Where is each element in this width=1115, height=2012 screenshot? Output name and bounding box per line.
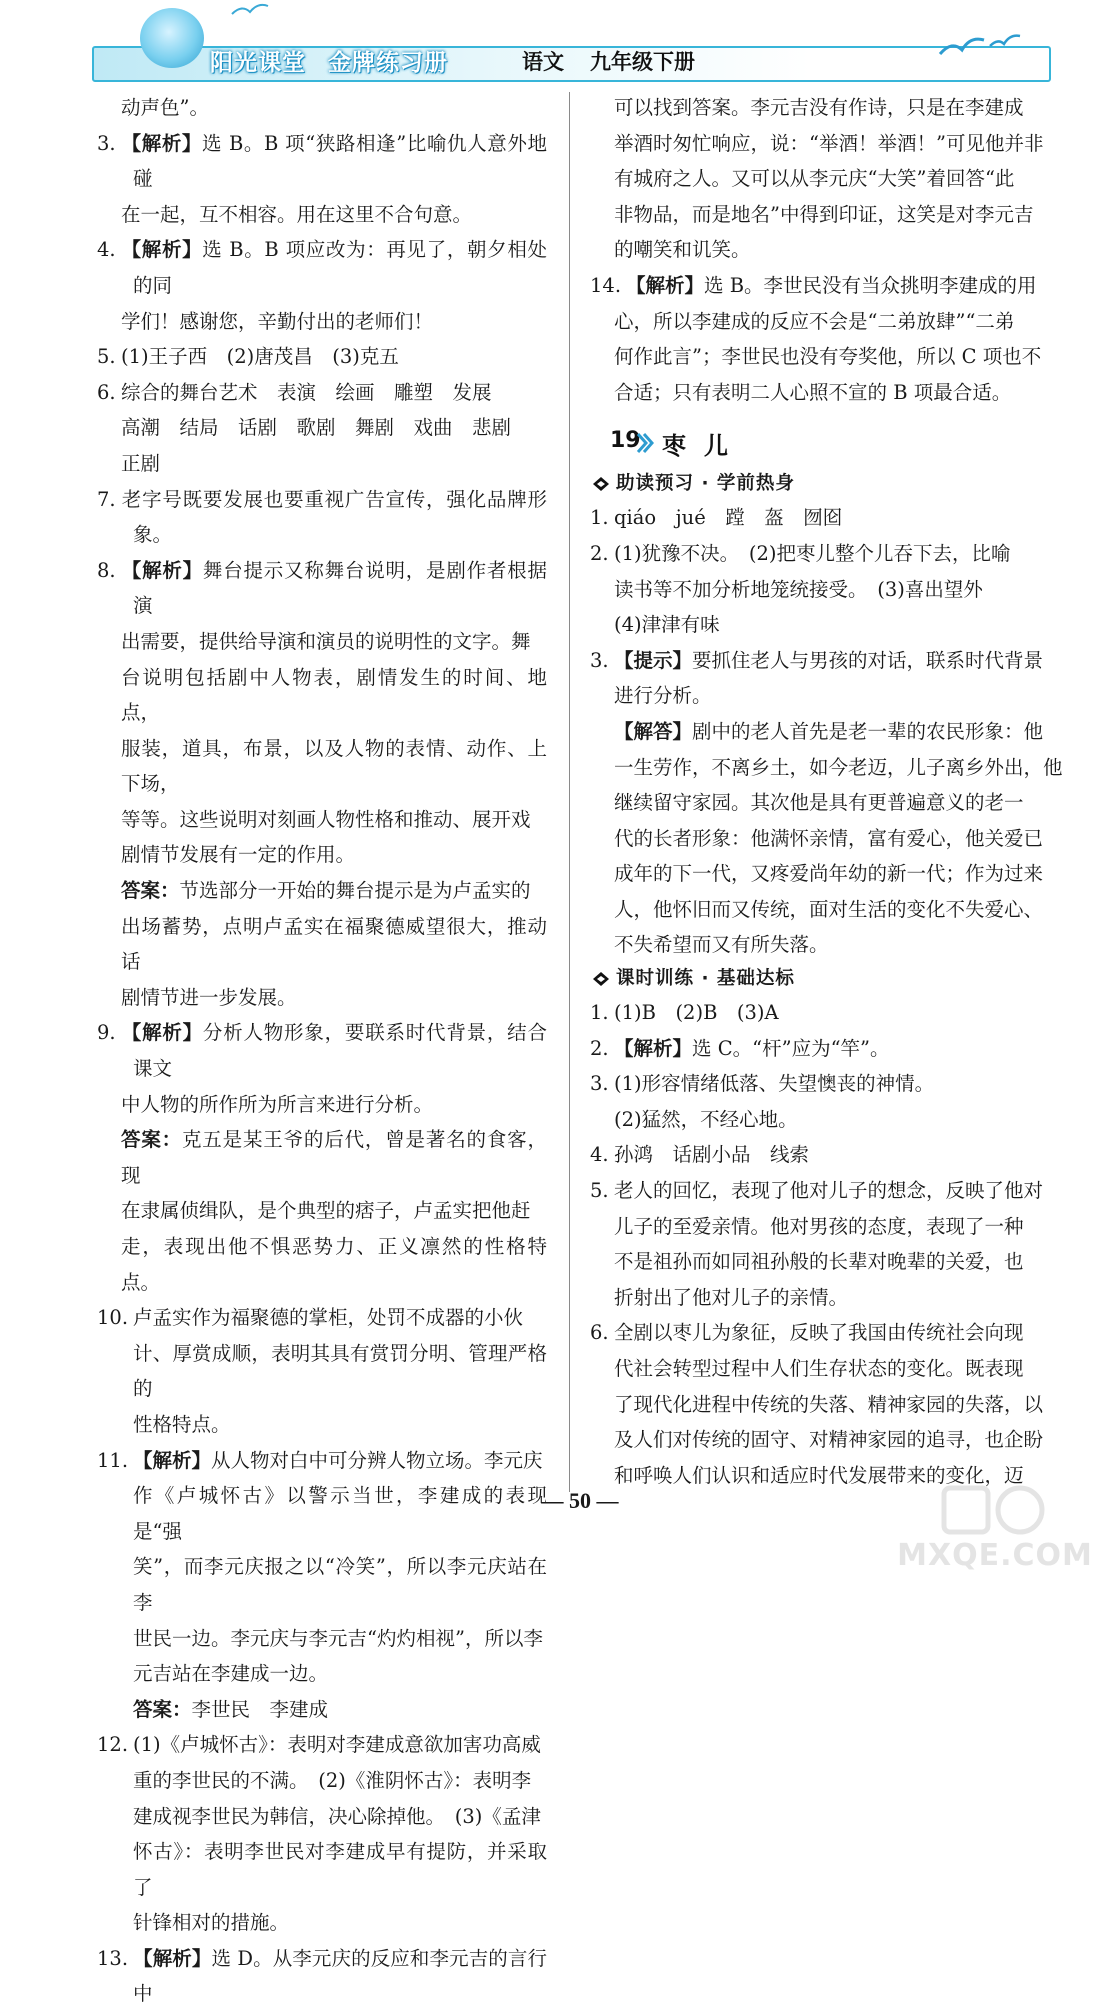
text-line: 有城府之人。又可以从李元庆“大笑”着回答“此 (614, 167, 1015, 191)
answer-item-9 (97, 1015, 547, 1086)
text-line: 了现代化进程中传统的失落、精神家园的失落，以 (614, 1392, 1044, 1416)
item-number: 1. (590, 506, 609, 530)
text-line: 人，他怀旧而又传统，面对生活的变化不失爱心、 (614, 897, 1044, 921)
lesson-title: 枣儿 (662, 432, 746, 461)
text-line: 全剧以枣儿为象征，反映了我国由传统社会向现 (614, 1321, 1024, 1345)
item-number: 7. (97, 487, 116, 511)
column-divider (569, 92, 570, 1492)
text-line: 进行分析。 (614, 684, 712, 708)
analysis-tag: 【解析】 (614, 1036, 693, 1060)
series-subname: 金牌练习册 (328, 50, 448, 76)
text-line: 服装，道具，布景，以及人物的表情、动作、上下场， (121, 736, 547, 796)
watermark-text: MXQE.COM (897, 1538, 1093, 1573)
item-number: 1. (590, 1001, 609, 1025)
item-number: 14. (590, 273, 622, 297)
text-line: 动声色”。 (121, 96, 209, 119)
text-line: 等等。这些说明对刻画人物性格和推动、展开戏 (121, 807, 531, 831)
text-line: 读书等不加分析地笼统接受。 (3)喜出望外 (614, 577, 983, 601)
text-line: (1)形容情绪低落、失望懊丧的神情。 (614, 1072, 935, 1096)
text-line: 从人物对白中可分辨人物立场。李元庆 (211, 1448, 543, 1472)
page-header (0, 0, 1115, 90)
text-line: 学们！感谢您，辛勤付出的老师们！ (121, 309, 434, 333)
text-line: 在隶属侦缉队，是个典型的痞子，卢孟实把他赶 (121, 1199, 531, 1223)
item-number: 12. (97, 1733, 129, 1757)
grade-label: 九年级下册 (590, 50, 695, 74)
answer-line (97, 1692, 547, 1728)
text-line: 不失希望而又有所失落。 (614, 933, 829, 957)
answer-item-3 (97, 126, 547, 197)
answer-item-3 (590, 1066, 1065, 1102)
item-number: 3. (590, 1072, 609, 1096)
text-line: 继续留守家园。其次他是具有更普遍意义的老一 (614, 791, 1024, 815)
item-number: 3. (590, 648, 609, 672)
left-column (97, 90, 547, 2012)
text-line: 成年的下一代，又疼爱尚年幼的新一代；作为过来 (614, 862, 1044, 886)
text-line: 台说明包括剧中人物表，剧情发生的时间、地点， (121, 665, 547, 725)
item-number: 5. (590, 1179, 609, 1203)
analysis-tag: 【解析】 (626, 273, 705, 297)
text-line: 举酒时匆忙响应，说：“举酒！举酒！”可见他并非 (614, 131, 1044, 155)
text-line: 怀古》：表明李世民对李建成早有提防，并采取了 (133, 1840, 547, 1899)
seagulls-icon (930, 20, 1040, 70)
text-line: 节选部分一开始的舞台提示是为卢孟实的 (179, 879, 531, 903)
text-line: 非物品，而是地名”中得到印证，这笑是对李元吉 (614, 202, 1034, 226)
text-line: (2)猛然，不经心地。 (614, 1107, 798, 1131)
answer-item-11 (97, 1443, 547, 1479)
answer-item-5 (97, 339, 547, 375)
item-number: 3. (97, 131, 116, 155)
lesson-number: 19 (610, 428, 641, 454)
text-line: 选 B。B 项“狭路相逢”比喻仇人意外地碰 (133, 131, 547, 191)
text-line: (4)津津有味 (614, 613, 720, 637)
text-line: 克五是某王爷的后代，曾是著名的食客，现 (121, 1128, 547, 1187)
text-line: 孙鸿 话剧小品 线索 (614, 1143, 810, 1167)
text-line: (1)B (2)B (3)A (614, 1001, 779, 1025)
text-line: 不是祖孙而如同祖孙般的长辈对晚辈的关爱，也 (614, 1250, 1024, 1274)
page-number: — 50 — (541, 1488, 619, 1513)
text-line: 世民一边。李元庆与李元吉“灼灼相视”，所以李 (133, 1626, 543, 1650)
answer-line (97, 1122, 547, 1193)
item-number: 4. (97, 238, 116, 262)
item-number: 10. (97, 1306, 129, 1330)
diamond-icon (592, 476, 610, 492)
answer-item-4 (590, 1137, 1065, 1173)
chevron-right-icon (636, 432, 654, 454)
section-heading-practice (590, 963, 1065, 995)
item-number: 6. (590, 1321, 609, 1345)
answer-item-3 (590, 643, 1065, 679)
answer-tag: 【解答】 (614, 719, 693, 743)
answer-item-6 (97, 375, 547, 411)
text-line: qiáo jué 蹚 盔 囫囵 (614, 506, 843, 530)
text-line: 心，所以李建成的反应不会是“二弟放肆”“二弟 (614, 309, 1015, 333)
hint-tag: 【提示】 (614, 648, 693, 672)
text-line: 卢孟实作为福聚德的掌柜，处罚不成器的小伙 (133, 1306, 524, 1330)
watermark-logo-icon (940, 1480, 1050, 1538)
item-number: 4. (590, 1143, 609, 1167)
answer-item-1 (590, 500, 1065, 536)
text-line: 剧中的老人首先是老一辈的农民形象：他 (692, 719, 1044, 743)
right-column (590, 90, 1065, 1493)
text-line: 性格特点。 (133, 1412, 231, 1436)
text-line: 可以找到答案。李元吉没有作诗，只是在李建成 (614, 96, 1024, 119)
answer-item-10 (97, 1300, 547, 1336)
analysis-tag: 【解析】 (121, 131, 203, 155)
item-number: 8. (97, 558, 116, 582)
text-line: 建成视李世民为韩信，决心除掉他。 (3)《孟津 (133, 1804, 541, 1828)
section-heading-preview (590, 468, 1065, 500)
answer-item-5 (590, 1173, 1065, 1209)
item-number: 2. (590, 541, 609, 565)
text-line: 要抓住老人与男孩的对话，联系时代背景 (692, 648, 1044, 672)
text-line: 出场蓄势，点明卢孟实在福聚德威望很大，推动话 (121, 914, 547, 974)
item-number: 13. (97, 1946, 129, 1970)
text-line: 儿子的至爱亲情。他对男孩的态度，表现了一种 (614, 1214, 1024, 1238)
item-number: 9. (97, 1021, 116, 1045)
text-line: 合适；只有表明二人心照不宣的 B 项最合适。 (614, 380, 1012, 404)
analysis-tag: 【解析】 (121, 238, 203, 262)
text-line: 选 B。B 项应改为：再见了，朝夕相处的同 (133, 238, 547, 297)
answer-item-6 (590, 1315, 1065, 1351)
text-line: 元吉站在李建成一边。 (133, 1662, 329, 1686)
text-line: 老人的回忆，表现了他对儿子的想念，反映了他对 (614, 1179, 1044, 1203)
subject-label: 语文 (522, 50, 564, 74)
text-line: 笑”，而李元庆报之以“冷笑”，所以李元庆站在李 (133, 1555, 547, 1614)
series-title (210, 44, 448, 77)
answer-item-8 (97, 553, 547, 624)
analysis-tag: 【解析】 (133, 1946, 212, 1970)
answer-tag: 答案： (133, 1697, 192, 1721)
text-line: (1)《卢城怀古》：表明对李建成意欲加害功高威 (133, 1733, 541, 1757)
text-line: 分析人物形象，要联系时代背景，结合课文 (133, 1021, 547, 1081)
answer-item-2 (590, 1031, 1065, 1067)
answer-item-7 (97, 482, 547, 553)
text-line: 综合的舞台艺术 表演 绘画 雕塑 发展 (121, 380, 492, 404)
answer-tag: 答案： (121, 879, 180, 903)
diamond-icon (592, 971, 610, 987)
watermark (890, 1480, 1100, 1595)
sun-logo (140, 8, 204, 68)
text-line: 重的李世民的不满。 (2)《淮阴怀古》：表明李 (133, 1768, 532, 1792)
answer-item-13 (97, 1941, 547, 2012)
text-line: 正剧 (121, 451, 161, 475)
text-line: 舞台提示又称舞台说明，是剧作者根据演 (133, 558, 547, 618)
analysis-tag: 【解析】 (121, 558, 203, 582)
lesson-heading (590, 426, 1065, 461)
answer-item-1 (590, 995, 1065, 1031)
answer-item-14 (590, 268, 1065, 304)
item-number: 5. (97, 345, 116, 369)
text-line: 的嘲笑和讥笑。 (614, 238, 751, 262)
text-line: 选 C。“杆”应为“竿”。 (692, 1036, 890, 1060)
text-line: 计、厚赏成顺，表明其具有赏罚分明、管理严格的 (133, 1341, 547, 1401)
text-line: 高潮 结局 话剧 歌剧 舞剧 戏曲 悲剧 (121, 416, 512, 440)
text-line: 剧情节发展有一定的作用。 (121, 843, 356, 867)
answer-line (97, 873, 547, 909)
text-line: 何作此言”；李世民也没有夸奖他，所以 C 项也不 (614, 345, 1042, 369)
text-line: 选 B。李世民没有当众挑明李建成的用 (704, 273, 1037, 297)
analysis-tag: 【解析】 (121, 1021, 203, 1045)
answer-item-4 (97, 232, 547, 303)
text-line: 代社会转型过程中人们生存状态的变化。既表现 (614, 1357, 1024, 1380)
bird-icon (230, 0, 270, 24)
series-name: 阳光课堂 (210, 50, 306, 76)
text-line: (1)犹豫不决。 (2)把枣儿整个儿吞下去，比喻 (614, 541, 1011, 565)
item-number: 2. (590, 1036, 609, 1060)
analysis-tag: 【解析】 (133, 1448, 212, 1472)
text-line: 李世民 李建成 (191, 1697, 329, 1721)
text-line: 老字号既要发展也要重视广告宣传，强化品牌形象。 (121, 487, 547, 547)
text-line: 在一起，互不相容。用在这里不合句意。 (121, 202, 473, 226)
text-line: 一生劳作，不离乡土，如今老迈，儿子离乡外出，他 (614, 755, 1063, 779)
text-line: 和呼唤人们认识和适应时代发展带来的变化，迈 (614, 1463, 1024, 1487)
section-title: 助读预习 · 学前热身 (616, 473, 795, 495)
text-line: 剧情节进一步发展。 (121, 985, 297, 1009)
text-line: 出需要，提供给导演和演员的说明性的文字。舞 (121, 629, 531, 653)
text-line: 作《卢城怀古》以警示当世，李建成的表现是“强 (133, 1484, 547, 1543)
answer-item-2 (590, 536, 1065, 572)
item-number: 11. (97, 1448, 129, 1472)
text-line: (1)王子西 (2)唐茂昌 (3)克五 (121, 345, 399, 369)
item-number: 6. (97, 380, 116, 404)
text-line: 针锋相对的措施。 (133, 1911, 290, 1935)
section-title: 课时训练 · 基础达标 (616, 968, 795, 990)
text-line: 中人物的所作所为所言来进行分析。 (121, 1092, 434, 1116)
text-line: 代的长者形象：他满怀亲情，富有爱心，他关爱已 (614, 826, 1044, 850)
text-line: 选 D。从李元庆的反应和李元吉的言行中 (133, 1946, 547, 2006)
text-line: 折射出了他对儿子的亲情。 (614, 1285, 849, 1309)
answer-tag: 答案： (121, 1128, 182, 1152)
answer-item-12 (97, 1727, 547, 1763)
answer-line (590, 714, 1065, 750)
text-line: 走，表现出他不惧恶势力、正义凛然的性格特点。 (121, 1235, 547, 1294)
text-line: 及人们对传统的固守、对精神家园的追寻，也企盼 (614, 1428, 1044, 1452)
